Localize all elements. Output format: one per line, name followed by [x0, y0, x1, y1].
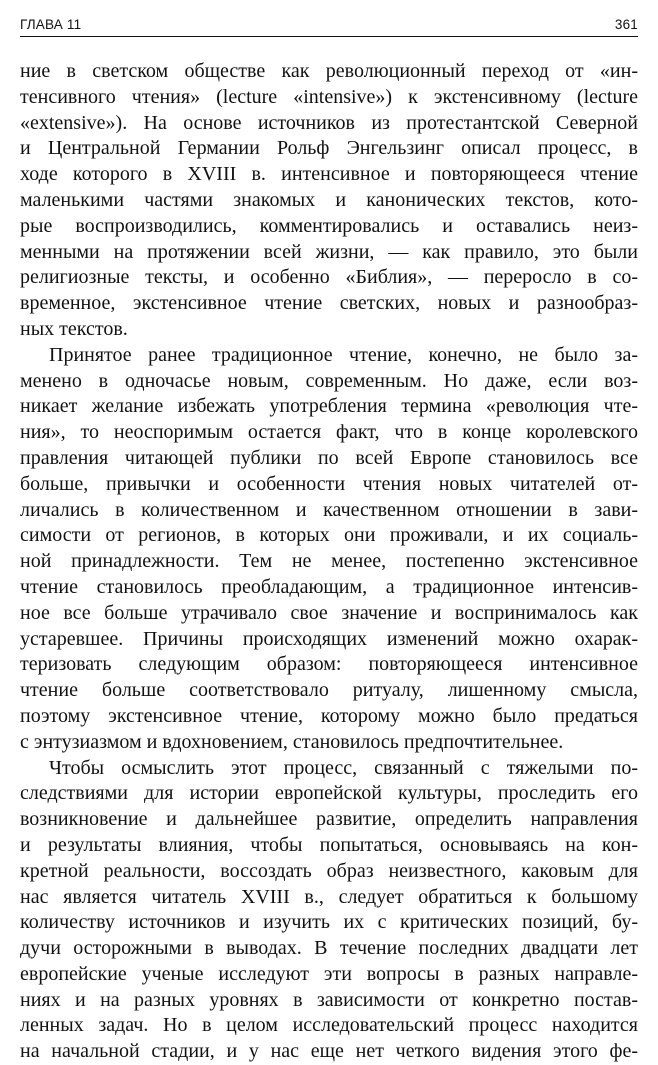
text-line: ленных задач. Но в целом исследовательский процесс находится — [20, 1014, 638, 1037]
text-line: менено в одночасье новым, современным. Но даже, если воз- — [20, 369, 638, 392]
text-line: нас является читатель XVIII в., следует обратиться к большому — [20, 885, 638, 908]
text-line: ниях и на разных уровнях в зависимости от конкретно постав- — [20, 988, 638, 1011]
text-line: маленькими частями знакомых и канонических текстов, кото- — [20, 188, 638, 211]
running-head — [20, 16, 638, 37]
text-line: тенсивного чтения» (lecture «intensive») к экстенсивному (lecture — [20, 85, 638, 108]
text-line: поэтому экстенсивное чтение, которому можно было предаться — [20, 704, 638, 727]
text-line: «extensive»). На основе источников из протестантской Северной — [20, 111, 638, 134]
text-line: и результаты влияния, чтобы попытаться, основываясь на кон- — [20, 833, 638, 856]
text-line: с энтузиазмом и вдохновением, становилось предпочтительнее. — [20, 730, 564, 753]
text-line: личались в количественном и качественном отношении в зави- — [20, 498, 638, 521]
chapter-title: ГЛАВА 11 — [20, 17, 82, 32]
paragraph-2 — [20, 343, 638, 756]
text-line: на начальной стадии, и у нас еще нет четкого видения этого фе- — [20, 1040, 638, 1063]
text-line: Принятое ранее традиционное чтение, конечно, не было за- — [49, 343, 638, 366]
body-text — [20, 59, 638, 1065]
paragraph-3 — [20, 756, 638, 1065]
text-line: чтение больше соответствовало ритуалу, лишенному смысла, — [20, 679, 638, 702]
text-line: ния», то неоспоримым остается факт, что в конце королевского — [20, 421, 638, 444]
text-line: кретной реальности, воссоздать образ неизвестного, каковым для — [20, 859, 638, 882]
paragraph-1 — [20, 59, 638, 343]
text-line: симости от регионов, в которых они проживали, и их социаль- — [20, 524, 638, 547]
text-line: менными на протяжении всей жизни, — как правило, это были — [20, 240, 638, 263]
text-line: правления читающей публики по всей Европе становилось все — [20, 446, 638, 469]
text-line: больше, привычки и особенности чтения новых читателей от- — [20, 472, 638, 495]
text-line: чтение становилось преобладающим, а традиционное интенсив- — [20, 575, 638, 598]
text-line: и Центральной Германии Рольф Энгельзинг описал процесс, в — [20, 137, 638, 160]
text-line: ходе которого в XVIII в. интенсивное и повторяющееся чтение — [20, 163, 638, 186]
text-line: ной принадлежности. Тем не менее, постепенно экстенсивное — [20, 550, 638, 573]
page-number: 361 — [614, 17, 638, 32]
text-line: Чтобы осмыслить этот процесс, связанный с тяжелыми по- — [49, 756, 638, 779]
text-line: ное все больше утрачивало свое значение и воспринималось как — [20, 601, 638, 624]
text-line: устаревшее. Причины происходящих изменений можно охарак- — [20, 627, 638, 650]
text-line: религиозные тексты, и особенно «Библия», — переросло в со- — [20, 266, 638, 289]
text-line: никает желание избежать употребления термина «революция чте- — [20, 395, 638, 418]
text-line: европейские ученые исследуют эти вопросы в разных направле- — [20, 962, 638, 985]
text-line: дучи осторожными в выводах. В течение последних двадцати лет — [20, 937, 638, 960]
text-line: теризовать следующим образом: повторяющееся интенсивное — [20, 653, 638, 676]
text-line: рые воспроизводились, комментировались и оставались неиз- — [20, 214, 638, 237]
text-line: следствиями для истории европейской культуры, проследить его — [20, 782, 638, 805]
text-line: временное, экстенсивное чтение светских, новых и разнообраз- — [20, 292, 638, 315]
text-line: ние в светском обществе как революционный переход от «ин- — [20, 60, 638, 82]
text-line: количеству источников и изучить их с критических позиций, бу- — [20, 911, 638, 934]
text-line: ных текстов. — [20, 317, 128, 340]
text-line: возникновение и дальнейшее развитие, определить направления — [20, 808, 638, 831]
